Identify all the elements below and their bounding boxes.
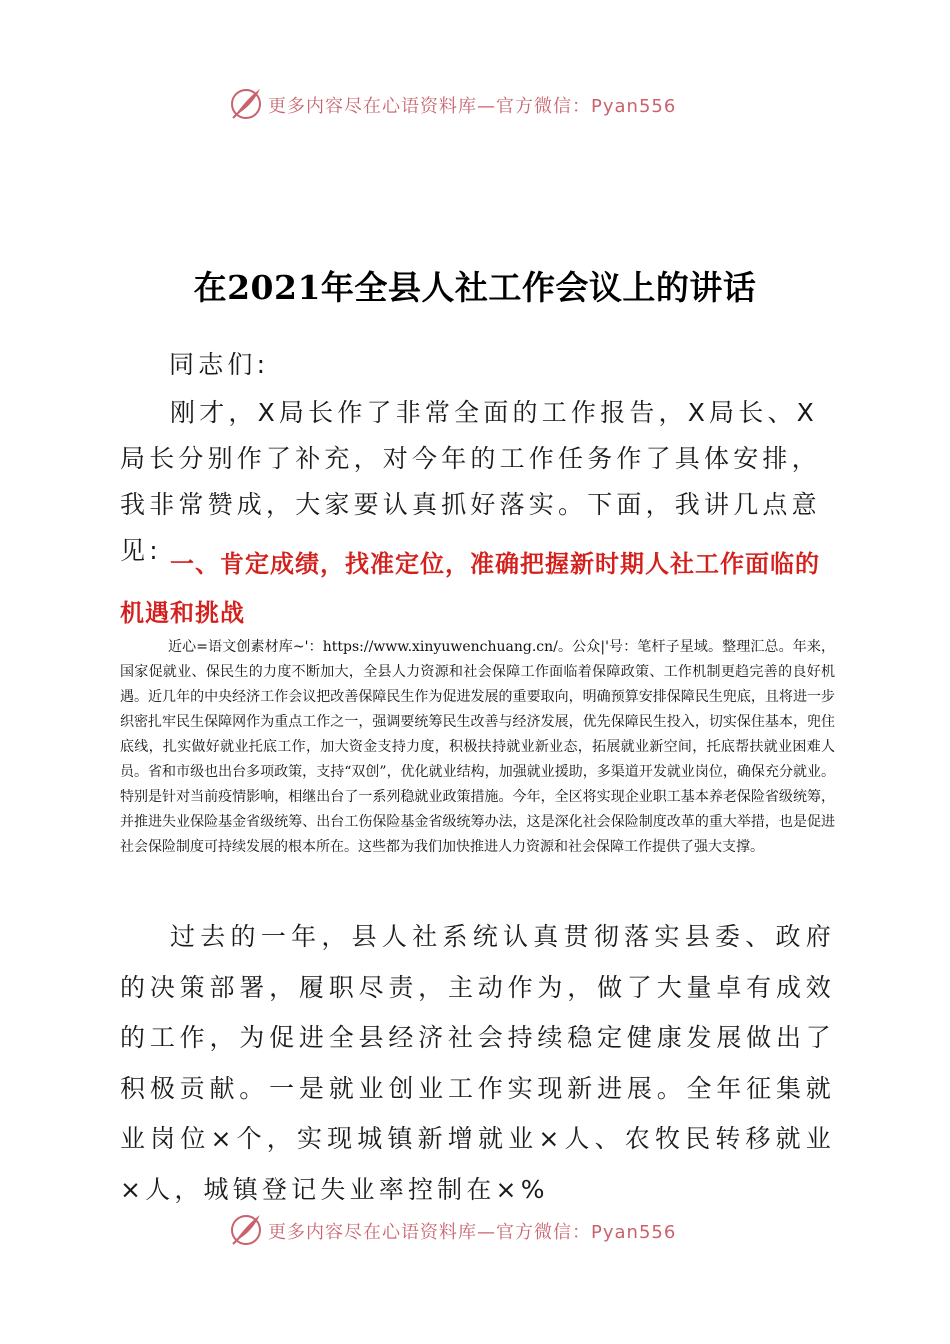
intro-paragraph: 刚才，X局长作了非常全面的工作报告，X局长、X局长分别作了补充，对今年的工作任务作了具体安排，我非常赞成，大家要认真抓好落实。下面，我讲几点意见: — [120, 398, 821, 565]
document-title: 在2021年全县人社工作会议上的讲话 — [193, 268, 757, 307]
feather-pen-logo-icon — [227, 85, 265, 123]
watermark-footer-text: 更多内容尽在心语资料库—官方微信：Pyan556 — [268, 1222, 677, 1243]
section-1-body: 近心=语文创素材库~'：https://www.xinyuwenchuang.cn/。公众|'号：笔杆子星域。整理汇总。年来，国家促就业、保民生的力度不断加大，全县人力资源和社会保障工作面临着保障政策、工作机制更趋完善的良好机遇。近几年的中央经济工作会议把改善保障民生作为促进发展的重要取向，明确预算安排保障民生兜底，且将进一步织密扎牢民生保障网作为重点工作之一，强调要统筹民生改善与经济发展，优先保障民生投入，切实保住基本，兜住底线，扎实做好就业托底工作，加大资金支持力度，积极扶持就业新业态，拓展就业新空间，托底帮扶就业困难人员。省和市级也出台多项政策，支持“双创”，优化就业结构，加强就业援助，多渠道开发就业岗位，确保充分就业。特别是针对当前疫情影响，相继出台了一系列稳就业政策措施。今年，全区将实现企业职工基本养老保险省级统筹，并推进失业保险基金省级统筹、出台工伤保险基金省级统筹办法，这是深化社会保险制度改革的重大举措，也是促进社会保险制度可持续发展的根本所在。这些都为我们加快推进人力资源和社会保障工作提供了强大支撑。 — [120, 639, 835, 855]
past-year-paragraph: 过去的一年，县人社系统认真贯彻落实县委、政府的决策部署，履职尽责，主动作为，做了大量卓有成效的工作，为促进全县经济社会持续稳定健康发展做出了积极贡献。一是就业创业工作实现新进展。全年征集就业岗位×个，实现城镇新增就业×人、农牧民转移就业×人，城镇登记失业率控制在×% — [120, 922, 835, 1204]
section-heading-1: 一、肯定成绩，找准定位，准确把握新时期人社工作面临的机遇和挑战 — [120, 550, 820, 627]
feather-pen-logo-icon — [227, 1211, 265, 1249]
watermark-footer — [0, 1208, 950, 1254]
salutation: 同志们: — [169, 350, 270, 379]
watermark-header-text: 更多内容尽在心语资料库—官方微信：Pyan556 — [268, 96, 677, 117]
watermark-header — [0, 82, 950, 128]
